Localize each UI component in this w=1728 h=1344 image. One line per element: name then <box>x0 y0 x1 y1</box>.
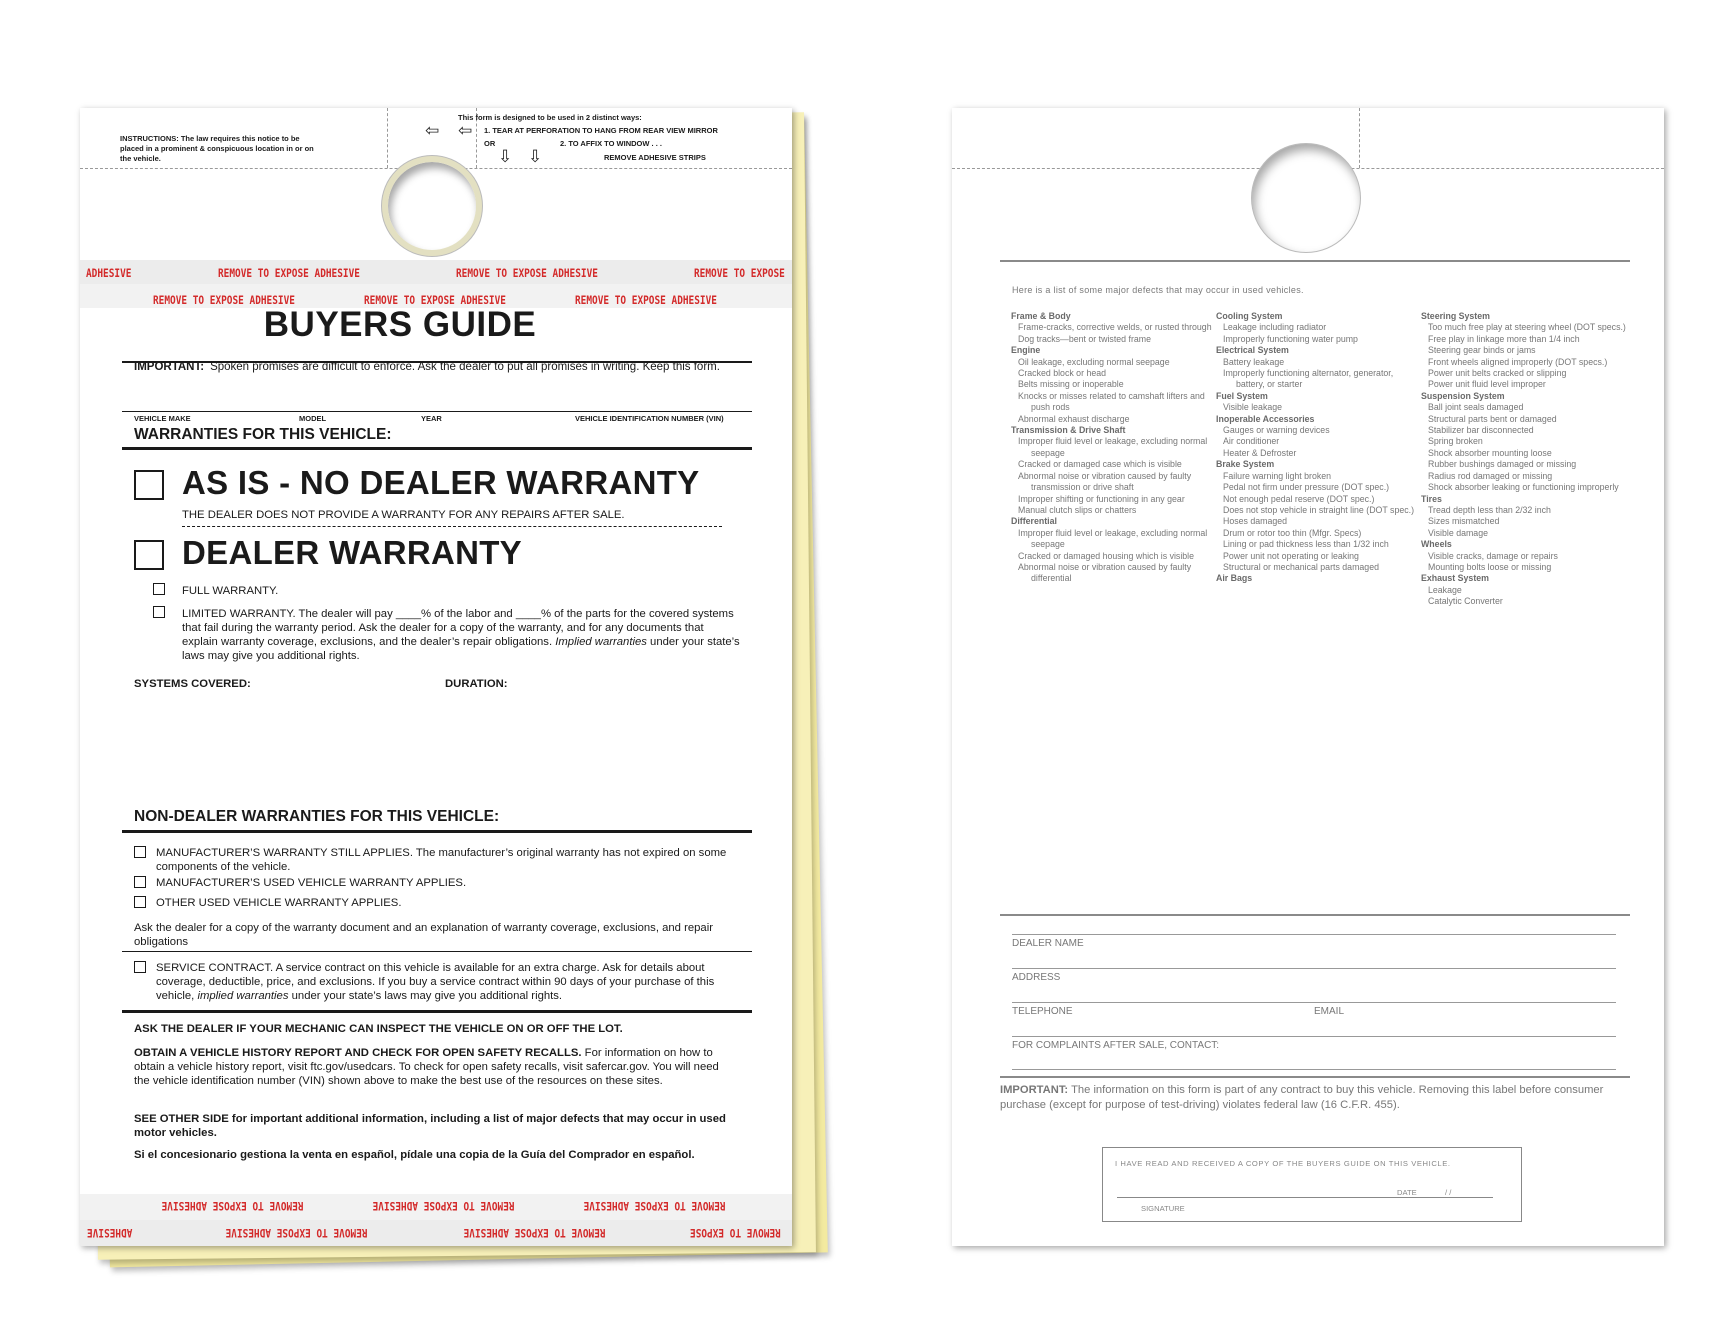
defect-item: Structural or mechanical parts damaged <box>1223 561 1379 572</box>
defect-category: Differential <box>1011 516 1057 527</box>
vehicle-info-line[interactable] <box>122 411 752 412</box>
defect-item: Pedal not firm under pressure (DOT spec.) <box>1223 482 1390 493</box>
divider <box>1000 260 1630 262</box>
defect-item: Abnormal exhaust discharge <box>1018 413 1130 424</box>
ask-mechanic: ASK THE DEALER IF YOUR MECHANIC CAN INSPECT THE VEHICLE ON OR OFF THE LOT. <box>134 1023 623 1035</box>
history-report-note: OBTAIN A VEHICLE HISTORY REPORT AND CHECK FOR OPEN SAFETY RECALLS. For information on how to obtain a vehicle history report, visit ftc.gov/usedcars. To check for open safety recalls, visit safercar.gov. You will need the vehicle identification number (VIN) shown above to make the best use of the resources on these sites. <box>134 1047 719 1087</box>
buyers-guide-back <box>952 108 1664 1246</box>
defect-item: Hoses damaged <box>1223 516 1288 527</box>
divider <box>122 447 752 450</box>
down-arrow-icon: ⇩ <box>498 147 513 166</box>
defect-item: Visible cracks, damage or repairs <box>1428 550 1558 561</box>
defect-category: Cooling System <box>1216 311 1283 321</box>
dealer-info-line <box>1012 1036 1616 1037</box>
other-used-warranty-label: OTHER USED VEHICLE WARRANTY APPLIES. <box>156 897 402 909</box>
defect-item: Mounting bolts loose or missing <box>1428 561 1552 572</box>
date-label: DATE <box>1397 1188 1417 1197</box>
divider <box>1000 1076 1630 1078</box>
adhesive-label: REMOVE TO EXPOSE ADHESIVE <box>218 266 360 280</box>
divider <box>122 830 752 833</box>
vin-field: VEHICLE IDENTIFICATION NUMBER (VIN) <box>575 414 724 423</box>
dealer-info-line <box>1012 968 1616 969</box>
warranties-heading: WARRANTIES FOR THIS VEHICLE: <box>134 426 392 443</box>
defect-item: Improper fluid level or leakage, excluding normal seepage <box>1018 527 1208 550</box>
defect-item: Improperly functioning water pump <box>1223 333 1358 344</box>
defect-item: Free play in linkage more than 1/4 inch <box>1428 333 1580 344</box>
defect-category: Exhaust System <box>1421 573 1489 584</box>
adhesive-label: REMOVE TO EXPOSE ADHESIVE <box>153 293 295 307</box>
full-warranty-label: FULL WARRANTY. <box>182 585 279 597</box>
important-notice-back: IMPORTANT: The information on this form is part of any contract to buy this vehicle. Removing this label before consumer purchase (except for purpose of test-driving) violates federal law (16 C.F.R. 455). <box>1000 1084 1604 1111</box>
adhesive-label: REMOVE TO EXPOSE ADHESIVE <box>463 1226 606 1240</box>
defect-item: Belts missing or inoperable <box>1018 379 1124 390</box>
defects-column <box>1421 311 1626 608</box>
email-field[interactable]: EMAIL <box>1314 1006 1345 1017</box>
defect-category: Tires <box>1421 493 1442 504</box>
as-is-note: THE DEALER DOES NOT PROVIDE A WARRANTY FOR ANY REPAIRS AFTER SALE. <box>182 509 625 521</box>
defect-category: Steering System <box>1421 311 1490 321</box>
defect-item: Shock absorber leaking or functioning improperly <box>1428 482 1619 493</box>
year-field: YEAR <box>421 414 442 423</box>
defect-item: Air conditioner <box>1223 436 1280 447</box>
defect-item: Frame-cracks, corrective welds, or rusted through <box>1018 322 1212 333</box>
defect-item: Gauges or warning devices <box>1223 425 1330 436</box>
defect-category: Engine <box>1011 345 1041 356</box>
acknowledgement-text: I HAVE READ AND RECEIVED A COPY OF THE BUYERS GUIDE ON THIS VEHICLE. <box>1115 1159 1451 1168</box>
adhesive-label: REMOVE TO EXPOSE ADHESIVE <box>456 266 598 280</box>
systems-covered-label: SYSTEMS COVERED: <box>134 678 251 690</box>
spanish-note: Si el concesionario gestiona la venta en español, pídale una copia de la Guía del Comprador en español. <box>134 1149 695 1161</box>
adhesive-label: ADHESIVE <box>86 266 132 280</box>
defect-item: Shock absorber mounting loose <box>1428 447 1552 458</box>
defects-column <box>1011 311 1216 585</box>
defect-category: Transmission & Drive Shaft <box>1011 425 1126 436</box>
adhesive-label: REMOVE TO EXPOSE ADHESIVE <box>583 1199 726 1213</box>
defect-item: Leakage including radiator <box>1223 322 1327 333</box>
defect-item: Cracked block or head <box>1018 368 1107 379</box>
ask-copy-note: Ask the dealer for a copy of the warranty document and an explanation of warranty coverage, exclusions, and repair obligations <box>134 922 713 948</box>
defect-item: Lining or pad thickness less than 1/32 inch <box>1223 539 1389 550</box>
defects-column <box>1216 311 1421 585</box>
defect-item: Heater & Defroster <box>1223 447 1297 458</box>
address-field[interactable]: ADDRESS <box>1012 972 1061 983</box>
adhesive-label: REMOVE TO EXPOSE ADHESIVE <box>225 1226 368 1240</box>
defect-item: Rubber bushings damaged or missing <box>1428 459 1577 470</box>
defect-item: Power unit fluid level improper <box>1428 379 1546 390</box>
as-is-checkbox[interactable] <box>134 470 164 500</box>
defect-item: Drum or rotor too thin (Mfgr. Specs) <box>1223 527 1362 538</box>
date-field[interactable]: / / <box>1445 1188 1452 1197</box>
telephone-field[interactable]: TELEPHONE <box>1012 1006 1073 1017</box>
signature-box[interactable] <box>1102 1147 1522 1222</box>
defect-item: Improper shifting or functioning in any gear <box>1018 493 1185 504</box>
defect-category: Fuel System <box>1216 390 1268 401</box>
defect-item: Manual clutch slips or chatters <box>1018 504 1137 515</box>
down-arrow-icon: ⇩ <box>528 147 543 166</box>
defect-item: Power unit not operating or leaking <box>1223 550 1359 561</box>
adhesive-label: REMOVE TO EXPOSE ADHESIVE <box>364 293 506 307</box>
defect-item: Improperly functioning alternator, generator, battery, or starter <box>1223 368 1394 390</box>
non-dealer-heading: NON-DEALER WARRANTIES FOR THIS VEHICLE: <box>134 808 500 825</box>
defect-item: Cracked or damaged housing which is visible <box>1018 550 1195 561</box>
perforation-line <box>1359 108 1360 168</box>
defect-item: Front wheels aligned improperly (DOT specs.) <box>1428 356 1608 367</box>
defect-item: Oil leakage, excluding normal seepage <box>1018 356 1170 367</box>
divider <box>122 1010 752 1013</box>
signature-line[interactable] <box>1117 1197 1493 1198</box>
defect-item: Stabilizer bar disconnected <box>1428 425 1534 436</box>
defect-item: Abnormal noise or vibration caused by faulty transmission or drive shaft <box>1018 470 1192 493</box>
defect-item: Visible leakage <box>1223 402 1283 413</box>
full-warranty-checkbox[interactable] <box>153 583 165 595</box>
defect-item: Power unit belts cracked or slipping <box>1428 368 1567 379</box>
defect-item: Dog tracks—bent or twisted frame <box>1018 333 1151 344</box>
defect-category: Wheels <box>1421 539 1452 550</box>
dealer-warranty-label: DEALER WARRANTY <box>182 534 522 571</box>
divider <box>182 526 722 527</box>
defect-item: Sizes mismatched <box>1428 516 1500 527</box>
manufacturer-used-warranty-label: MANUFACTURER’S USED VEHICLE WARRANTY APPLIES. <box>156 877 467 889</box>
defect-item: Catalytic Converter <box>1428 596 1503 607</box>
service-contract-text: SERVICE CONTRACT. A service contract on this vehicle is available for an extra charge. Ask for details about coverage, deductible, price, and exclusions. If you buy a service contract within 90 days of your purchase of this vehicle, implied warranties under your state’s laws may give you additional rights. <box>156 962 715 1002</box>
vehicle-make-field: VEHICLE MAKE <box>134 414 191 423</box>
defect-item: Abnormal noise or vibration caused by faulty differential <box>1018 561 1192 584</box>
page-title: BUYERS GUIDE <box>263 305 537 344</box>
duration-label: DURATION: <box>445 678 508 690</box>
mirror-hanger-hole <box>1252 144 1360 252</box>
divider <box>1000 914 1630 916</box>
defect-category: Electrical System <box>1216 345 1289 356</box>
other-used-warranty-checkbox[interactable] <box>134 896 146 908</box>
signature-label: SIGNATURE <box>1141 1204 1185 1213</box>
limited-warranty-checkbox[interactable] <box>153 606 165 618</box>
adhesive-label: REMOVE TO EXPOSE <box>694 266 785 280</box>
manufacturer-warranty-label: MANUFACTURER’S WARRANTY STILL APPLIES. The manufacturer’s original warranty has not expired on some components of the vehicle. <box>156 847 727 873</box>
dealer-info-line <box>1012 934 1616 935</box>
adhesive-label: ADHESIVE <box>86 1226 133 1240</box>
dealer-name-field[interactable]: DEALER NAME <box>1012 938 1084 949</box>
usage-instructions: This form is designed to be used in 2 distinct ways: 1. TEAR AT PERFORATION TO HANG FROM REAR VIEW MIRROR OR 2. TO AFFIX TO WINDOW . . . REMOVE ADHESIVE STRIPS <box>458 113 718 162</box>
adhesive-label: REMOVE TO EXPOSE ADHESIVE <box>372 1199 515 1213</box>
adhesive-strip[interactable] <box>80 1220 792 1246</box>
defect-category: Brake System <box>1216 459 1275 470</box>
defect-category: Air Bags <box>1216 573 1253 584</box>
defect-item: Battery leakage <box>1223 356 1285 367</box>
adhesive-strip[interactable] <box>80 260 792 284</box>
divider <box>122 951 752 952</box>
see-other-side: SEE OTHER SIDE for important additional information, including a list of major defects that may occur in used motor vehicles. <box>134 1113 726 1139</box>
important-notice: IMPORTANT: Spoken promises are difficult to enforce. Ask the dealer to put all promises in writing. Keep this form. <box>134 361 720 373</box>
perforation-line <box>387 108 388 168</box>
defect-item: Knocks or misses related to camshaft lifters and push rods <box>1018 390 1205 413</box>
defect-item: Improper fluid level or leakage, excluding normal seepage <box>1018 436 1208 458</box>
defect-item: Too much free play at steering wheel (DOT specs.) <box>1428 322 1626 333</box>
defect-item: Tread depth less than 2/32 inch <box>1428 504 1551 515</box>
adhesive-label: REMOVE TO EXPOSE ADHESIVE <box>161 1199 304 1213</box>
dealer-warranty-checkbox[interactable] <box>134 540 164 570</box>
left-arrow-icon: ⇦ <box>458 121 473 140</box>
defect-item: Failure warning light broken <box>1223 470 1332 481</box>
complaints-contact-field[interactable]: FOR COMPLAINTS AFTER SALE, CONTACT: <box>1012 1040 1220 1051</box>
defect-item: Leakage <box>1428 584 1462 595</box>
dealer-info-line <box>1012 1002 1616 1003</box>
defect-category: Frame & Body <box>1011 311 1071 321</box>
defects-intro: Here is a list of some major defects that may occur in used vehicles. <box>1012 285 1304 295</box>
buyers-guide-front <box>80 108 792 1246</box>
defect-item: Visible damage <box>1428 527 1488 538</box>
left-arrow-icon: ⇦ <box>425 121 440 140</box>
defect-item: Does not stop vehicle in straight line (DOT spec.) <box>1223 504 1415 515</box>
manufacturer-used-warranty-checkbox[interactable] <box>134 876 146 888</box>
defect-item: Not enough pedal reserve (DOT spec.) <box>1223 493 1375 504</box>
defect-item: Structural parts bent or damaged <box>1428 413 1557 424</box>
mirror-hanger-hole <box>382 156 482 256</box>
defect-item: Radius rod damaged or missing <box>1428 470 1553 481</box>
defect-category: Suspension System <box>1421 390 1505 401</box>
manufacturer-warranty-checkbox[interactable] <box>134 846 146 858</box>
defect-item: Steering gear binds or jams <box>1428 345 1536 356</box>
instructions-note: INSTRUCTIONS: The law requires this notice to be placed in a prominent & conspicuous location in or on the vehicle. <box>120 134 314 163</box>
adhesive-label: REMOVE TO EXPOSE ADHESIVE <box>575 293 717 307</box>
model-field: MODEL <box>299 414 327 423</box>
defect-item: Cracked or damaged case which is visible <box>1018 459 1182 470</box>
limited-warranty-text: LIMITED WARRANTY. The dealer will pay ____% of the labor and ____% of the parts for the covered systems that fail during the warranty period. Ask the dealer for a copy of the warranty, and for any documents that explain warranty coverage, exclusions, and the dealer’s repair obligations. Implied warranties under your state’s laws may give you additional rights. <box>182 608 740 662</box>
defect-item: Ball joint seals damaged <box>1428 402 1524 413</box>
dealer-info-line <box>1012 1069 1616 1070</box>
defect-category: Inoperable Accessories <box>1216 413 1315 424</box>
adhesive-label: REMOVE TO EXPOSE <box>689 1226 781 1240</box>
service-contract-checkbox[interactable] <box>134 961 146 973</box>
defect-item: Spring broken <box>1428 436 1483 447</box>
as-is-label: AS IS - NO DEALER WARRANTY <box>182 464 700 501</box>
